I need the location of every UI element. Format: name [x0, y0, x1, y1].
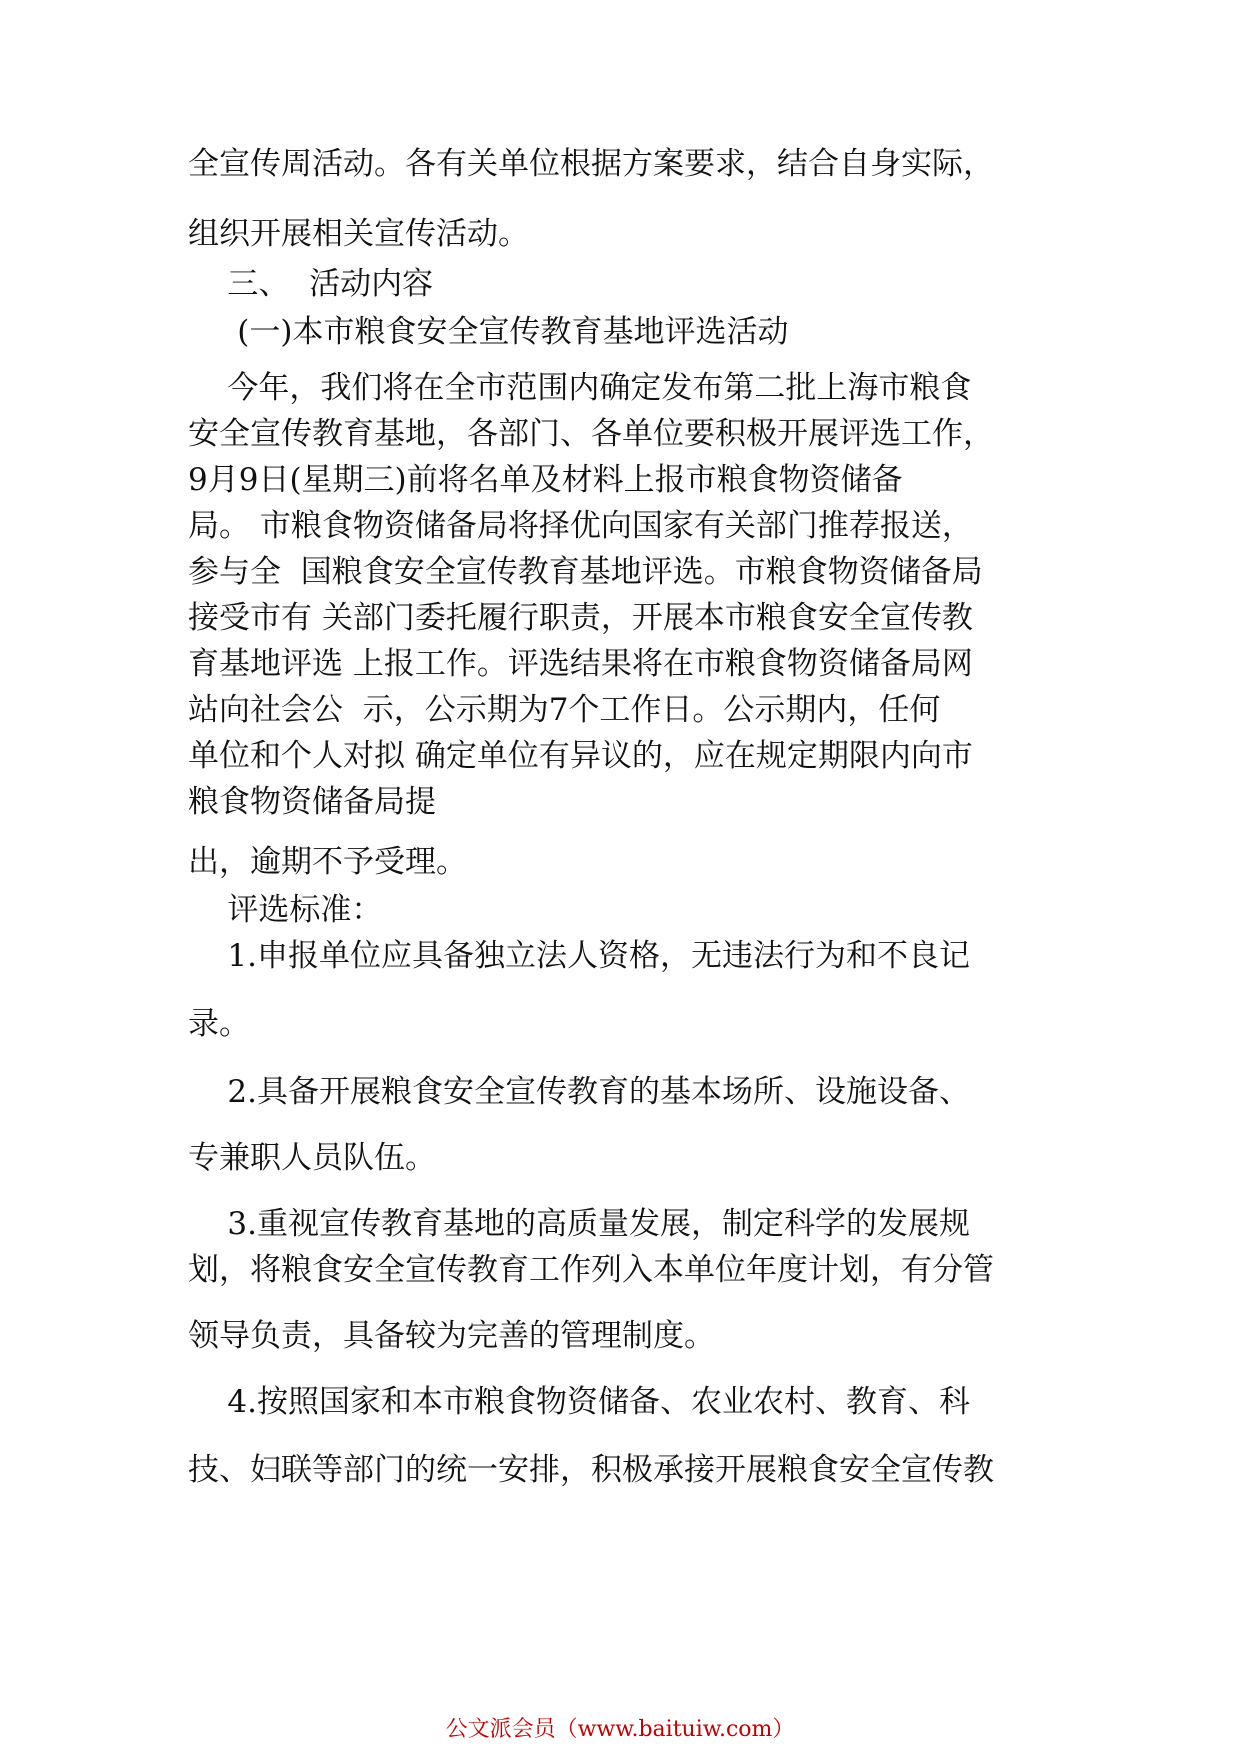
text-line: 划，将粮食安全宣传教育工作列入本单位年度计划，有分管 — [188, 1252, 994, 1288]
text-line: 技、妇联等部门的统一安排，积极承接开展粮食安全宣传教 — [188, 1452, 994, 1488]
text-line: 领导负责，具备较为完善的管理制度。 — [188, 1318, 715, 1354]
criteria-heading: 评选标准： — [188, 892, 383, 928]
criteria-item-4: 4.按照国家和本市粮食物资储备、农业农村、教育、科 — [188, 1384, 970, 1420]
text-line: 全宣传周活动。各有关单位根据方案要求，结合自身实际， — [188, 146, 994, 182]
text-line: 站向社会公 示，公示期为7个工作日。公示期内，任何 — [188, 692, 941, 728]
criteria-item-2: 2.具备开展粮食安全宣传教育的基本场所、设施设备、 — [188, 1074, 970, 1110]
text-line: 接受市有 关部门委托履行职责，开展本市粮食安全宣传教 — [188, 600, 973, 636]
footer-watermark: 公文派会员（www.baituiw.com） — [445, 1717, 795, 1742]
text-line: 录。 — [188, 1006, 250, 1042]
text-line: 专兼职人员队伍。 — [188, 1140, 436, 1176]
text-line: 今年，我们将在全市范围内确定发布第二批上海市粮食 — [188, 370, 972, 406]
text-line: 组织开展相关宣传活动。 — [188, 216, 529, 252]
text-line: 局。 市粮食物资储备局将择优向国家有关部门推荐报送， — [188, 508, 973, 544]
criteria-item-1: 1.申报单位应具备独立法人资格，无违法行为和不良记 — [188, 938, 970, 974]
text-line: 9月9日(星期三)前将名单及材料上报市粮食物资储备 — [188, 462, 903, 498]
text-line: 安全宣传教育基地，各部门、各单位要积极开展评选工作， — [188, 416, 994, 452]
subsection-heading: (一)本市粮食安全宣传教育基地评选活动 — [188, 314, 789, 350]
text-line: 单位和个人对拟 确定单位有异议的，应在规定期限内向市 — [188, 738, 973, 774]
text-line: 出，逾期不予受理。 — [188, 844, 467, 880]
text-line: 育基地评选 上报工作。评选结果将在市粮食物资储备局网 — [188, 646, 973, 682]
text-line: 粮食物资储备局提 — [188, 784, 436, 820]
criteria-item-3: 3.重视宣传教育基地的高质量发展，制定科学的发展规 — [188, 1206, 970, 1242]
section-heading: 三、 活动内容 — [188, 266, 434, 302]
text-line: 参与全 国粮食安全宣传教育基地评选。市粮食物资储备局 — [188, 554, 983, 590]
